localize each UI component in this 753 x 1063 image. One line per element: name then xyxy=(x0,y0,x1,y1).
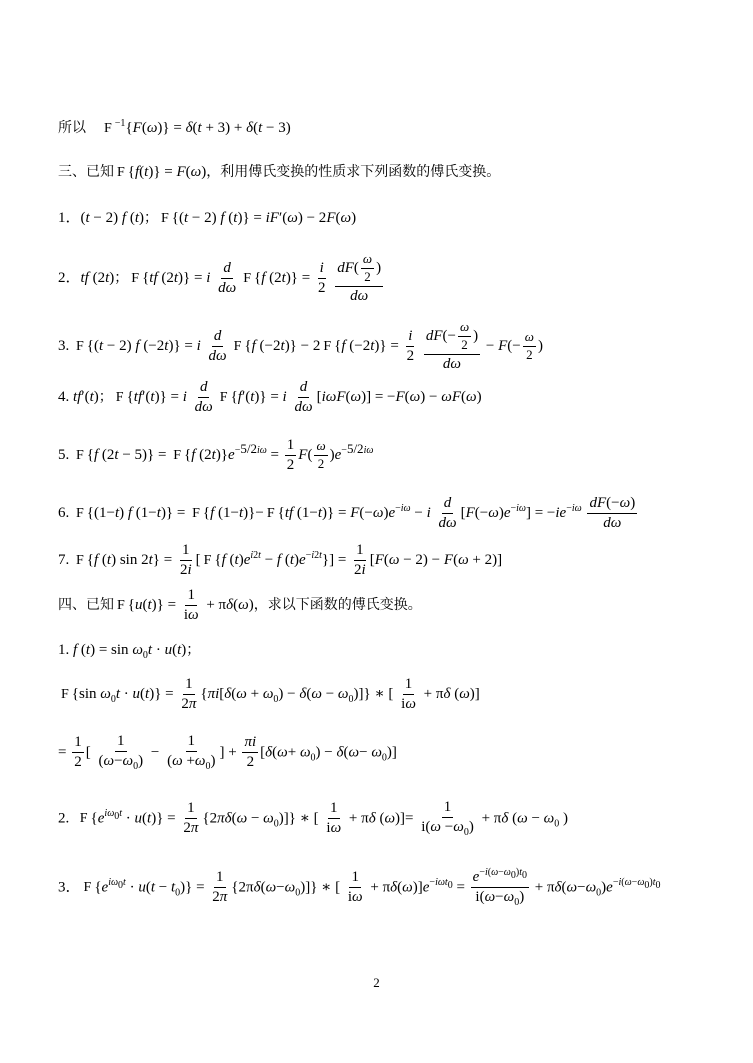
section-3-heading: 三、已知 F {f(t)} = F(ω)，利用傅氏变换的性质求下列函数的傅氏变换。 xyxy=(58,164,501,180)
item-2: 2．tf (2t)； F {tf (2t)} = i $\frac{d}{d\omega}$ F {f (2t)} = $\frac{i}{2}$ dF( $\frac{\omega}{2}$ ) dω xyxy=(58,251,382,304)
line-1: 所以 F $^{-1}${F(ω)} = δ(t + 3) + δ(t − 3) xyxy=(58,118,291,136)
so-label: 所以 xyxy=(58,120,86,136)
item-1: 1．(t − 2) f (t)； F {(t − 2) f (t)} = iF′(ω) − 2F(ω) xyxy=(58,210,357,226)
q-1-eq-2: = $\frac{1}{2}$ [ $\frac{1}{(\omega-\omega_0)}$ − $\frac{1}{(\omega +\omega_0)}$ ] + $\frac{\pi i}{2}$ $[\delta(\omega+ \omega_0) - \delta(\omega- \omega_0)]$ xyxy=(58,733,397,773)
item-4: 4. tf′(t)； F {tf′(t)} = i $\frac{d}{d\omega}$ F {f′(t)} = i $\frac{d}{d\omega}$ [iωF(ω)] = −F(ω) − ωF(ω) xyxy=(58,379,482,416)
item-7: 7. F {f (t) sin 2t} = $\frac{1}{2i}$ [ F {f $(t)e^{i2t} - f$ $(t)e^{-i2t}$}] = $\frac{1}{2i}$ [F(ω − 2) − F(ω + 2)] xyxy=(58,542,503,579)
item-6: 6. F {(1−t) f (1−t)} = F {f (1−t)}− F {tf $(1-t)\} = F(-\omega)e^{-i\omega} - i$ $\frac{d}{d\omega}$ $[F(-\omega)e^{-i\omega}] = -ie^{-i\omega}$ $\frac{dF(-\omega)}{d\omega}$ xyxy=(58,495,636,532)
item-5: 5. F {f (2t − 5)} = F {f $(2t)\}e^{-5/2i\omega}$ = $\frac{1}{2}$ F( $\frac{\omega}{2}$ )$e^{-5/2i\omega}$ xyxy=(58,437,374,474)
page-number: 2 xyxy=(373,975,380,990)
item-3: 3. F {(t − 2) f (−2t)} = i $\frac{d}{d\omega}$ F {f (−2t)} − 2 F {f (−2t)} = $\frac{i}{2}$ dF(− $\frac{\omega}{2}$ ) dω − F(− $\frac{\omega}{2}$ ) xyxy=(58,319,543,372)
q-1-eq-1: F {sin $\omega_0t \cdot u(t)$} = $\frac{1}{2\pi}$ $\{\pi i[\delta(\omega + \omega_0) - \delta(\omega - \omega_0)]\}$ ∗ [ $\frac{1}{i\omega}$ + πδ (ω)] xyxy=(61,676,480,713)
section-4-heading: 四、已知 F {u(t)} = $\frac{1}{i\omega}$ + πδ(ω)，求以下函数的傅氏变换。 xyxy=(58,587,422,624)
q-2: 2. F $\{e^{i\omega_0t} \cdot u(t)\}$ = $\frac{1}{2\pi}$ $\{2\pi\delta(\omega - \omega_0)]$} ∗ [ $\frac{1}{i\omega}$ + πδ (ω)]= $\frac{1}{i(\omega -\omega_0)}$ + πδ ($\omega - \omega_0$ ) xyxy=(58,799,568,839)
q-3: 3． F $\{e^{i\omega_0t} \cdot u(t - t_0)\}$ = $\frac{1}{2\pi}$ $\{2\pi\delta(\omega-\omega_0)]$} ∗ [ $\frac{1}{i\omega}$ + $\pi\delta(\omega)]e^{-i\omega t_0}$ = $\frac{e^{-i(\omega-\omega_0)t_0}}{i(\omega-\omega_0)}$ + $\pi\delta(\omega-\omega_0)e^{-i(\omega-\omega_0)t_0}$ xyxy=(58,867,661,909)
q-1: 1. f $(t) = \sin \omega_0t \cdot u(t)$； xyxy=(58,642,201,661)
